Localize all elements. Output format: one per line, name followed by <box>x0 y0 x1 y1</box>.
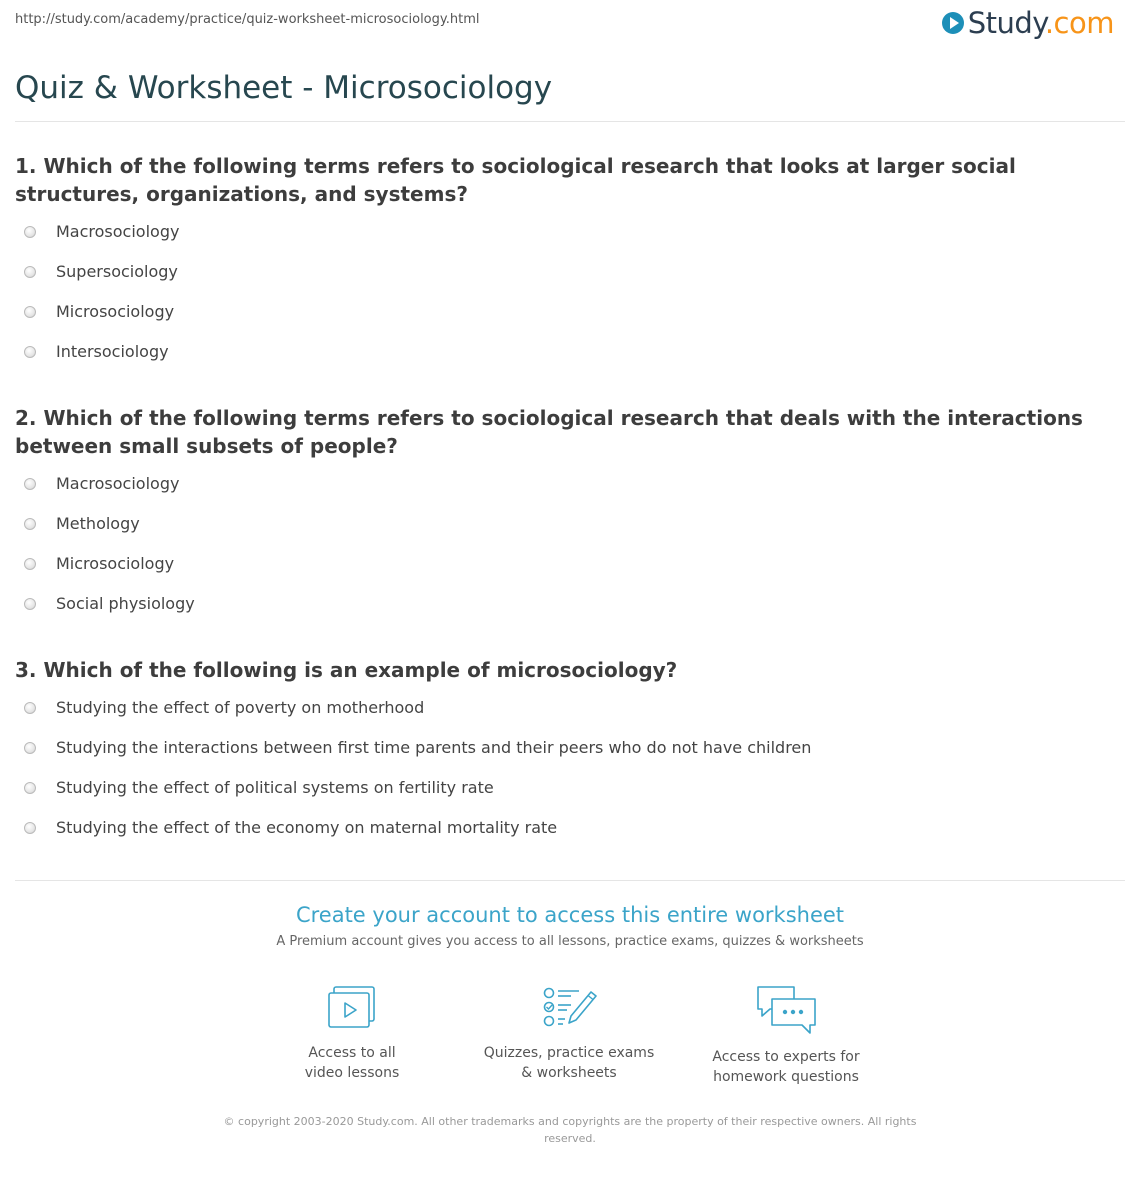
feature-label-line2: homework questions <box>713 1069 859 1085</box>
answer-label: Studying the effect of political systems on fertility rate <box>56 778 494 797</box>
feature-video-lessons <box>252 985 452 1083</box>
answer-option[interactable] <box>15 222 1125 262</box>
answer-label: Intersociology <box>56 342 169 361</box>
radio-button-icon[interactable] <box>24 226 36 238</box>
radio-button-icon[interactable] <box>24 822 36 834</box>
page-url: http://study.com/academy/practice/quiz-worksheet-microsociology.html <box>15 12 480 27</box>
radio-button-icon[interactable] <box>24 742 36 754</box>
answer-option[interactable] <box>15 698 1125 738</box>
answer-options <box>15 698 1125 858</box>
answer-label: Studying the effect of the economy on maternal mortality rate <box>56 818 558 837</box>
logo-text: Study <box>967 6 1045 40</box>
answer-option[interactable] <box>15 738 1125 778</box>
answer-option[interactable] <box>15 554 1125 594</box>
quiz-checklist-icon <box>541 985 597 1031</box>
copyright-text: © copyright 2003-2020 Study.com. All other trademarks and copyrights are the property of their respective owners. All rights reserved. <box>223 1115 917 1145</box>
answer-label: Microsociology <box>56 302 175 321</box>
answer-label: Studying the effect of poverty on motherhood <box>56 698 425 717</box>
video-lesson-icon <box>326 985 378 1031</box>
feature-label-line1: Access to experts for <box>712 1049 860 1065</box>
question-text: 1. Which of the following terms refers to sociological research that looks at larger social structures, organizations, and systems? <box>15 154 1016 206</box>
feature-label-line1: Access to all <box>308 1045 396 1061</box>
feature-label-line2: video lessons <box>304 1065 400 1081</box>
radio-button-icon[interactable] <box>24 346 36 358</box>
answer-label: Macrosociology <box>56 222 180 241</box>
feature-label-line1: Quizzes, practice exams <box>483 1045 655 1061</box>
radio-button-icon[interactable] <box>24 518 36 530</box>
radio-button-icon[interactable] <box>24 266 36 278</box>
feature-experts <box>686 985 886 1087</box>
answer-options <box>15 222 1125 382</box>
answer-label: Microsociology <box>56 554 175 573</box>
answer-options <box>15 474 1125 634</box>
question-1 <box>15 152 1125 382</box>
answer-label: Supersociology <box>56 262 178 281</box>
answer-option[interactable] <box>15 342 1125 382</box>
title-divider <box>15 121 1125 122</box>
radio-button-icon[interactable] <box>24 598 36 610</box>
answer-label: Methology <box>56 514 140 533</box>
answer-option[interactable] <box>15 594 1125 634</box>
answer-option[interactable] <box>15 818 1125 858</box>
radio-button-icon[interactable] <box>24 478 36 490</box>
answer-option[interactable] <box>15 474 1125 514</box>
answer-option[interactable] <box>15 262 1125 302</box>
question-3 <box>15 656 1125 858</box>
question-2 <box>15 404 1125 634</box>
play-logo-icon <box>942 12 964 34</box>
radio-button-icon[interactable] <box>24 306 36 318</box>
answer-option[interactable] <box>15 778 1125 818</box>
question-text: 3. Which of the following is an example of microsociology? <box>15 658 678 682</box>
feature-label-line2: & worksheets <box>521 1065 617 1081</box>
radio-button-icon[interactable] <box>24 782 36 794</box>
radio-button-icon[interactable] <box>24 702 36 714</box>
promo-divider <box>15 880 1125 881</box>
top-bar <box>0 0 1140 50</box>
create-account-link[interactable]: Create your account to access this entire worksheet <box>295 903 845 927</box>
answer-option[interactable] <box>15 302 1125 342</box>
answer-option[interactable] <box>15 514 1125 554</box>
study-logo[interactable] <box>942 6 1114 40</box>
question-text: 2. Which of the following terms refers to sociological research that deals with the interactions between small subsets of people? <box>15 406 1083 458</box>
answer-label: Studying the interactions between first time parents and their peers who do not have children <box>56 738 812 757</box>
page-title: Quiz & Worksheet - Microsociology <box>15 70 553 106</box>
feature-quizzes <box>469 985 669 1083</box>
radio-button-icon[interactable] <box>24 558 36 570</box>
chat-bubbles-icon <box>754 985 818 1035</box>
answer-label: Macrosociology <box>56 474 180 493</box>
promo-subtitle: A Premium account gives you access to all lessons, practice exams, quizzes & worksheets <box>276 934 864 949</box>
answer-label: Social physiology <box>56 594 195 613</box>
logo-suffix: .com <box>1044 6 1114 40</box>
